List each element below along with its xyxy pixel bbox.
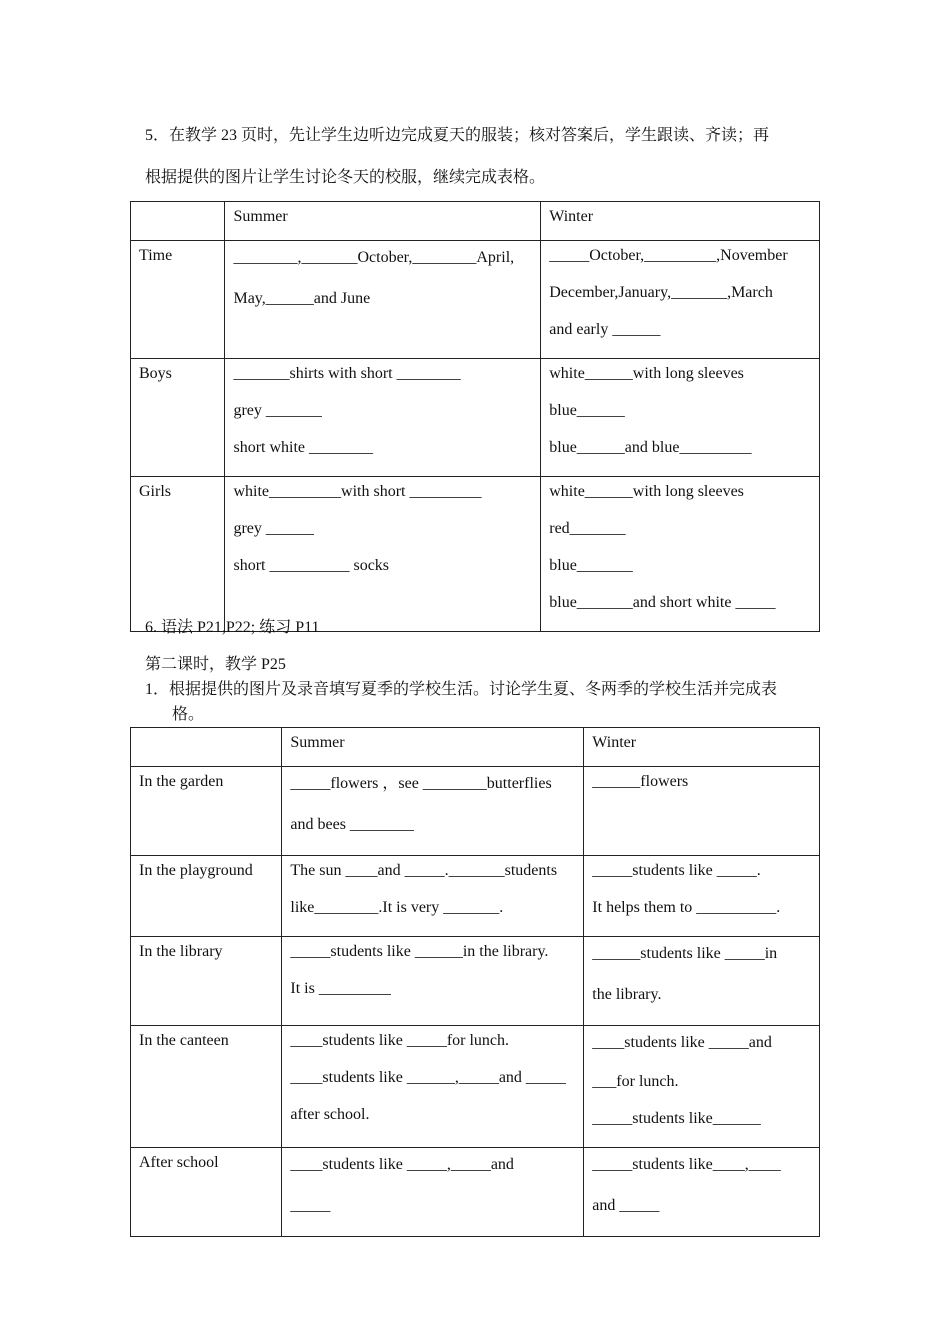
cell-line: blue______ (549, 402, 625, 419)
table-row (131, 937, 820, 1026)
table-row (131, 767, 820, 856)
lesson2-item1-line1: 1．根据提供的图片及录音填写夏季的学校生活。讨论学生夏、冬两季的学校生活并完成表 (145, 681, 778, 698)
cell-line: December,January,_______,March (549, 284, 773, 301)
cell-line: white______with long sleeves (549, 483, 744, 500)
lesson2-title: 第二课时，教学 P25 (145, 656, 286, 673)
winter-cell (541, 241, 820, 359)
row-label: After school (131, 1148, 282, 1237)
table-row (131, 477, 820, 632)
summer-cell (282, 1148, 584, 1237)
table-row (131, 241, 820, 359)
table-row (131, 1026, 820, 1148)
cell-line: like________.It is very _______. (290, 899, 504, 916)
cell-line: _____students like______ (592, 1110, 761, 1127)
row-label: Time (131, 241, 225, 359)
cell-line: ______flowers (592, 773, 689, 790)
header-cell-summer: Summer (225, 202, 541, 241)
cell-line: _____flowers ，see ________butterflies (290, 775, 552, 792)
section5-line1: 5．在教学 23 页时，先让学生边听边完成夏天的服装；核对答案后，学生跟读、齐读；再 (145, 127, 770, 144)
cell-line: It helps them to __________. (592, 899, 781, 916)
table-row (131, 359, 820, 477)
cell-line: ________,_______October,________April, (233, 249, 515, 266)
row-label: Boys (131, 359, 225, 477)
cell-line: ____students like _____for lunch. (290, 1032, 510, 1049)
cell-line: _______shirts with short ________ (233, 365, 461, 382)
cell-line: grey ______ (233, 520, 314, 537)
winter-cell (541, 359, 820, 477)
school-life-table (130, 727, 820, 1237)
table-header-row (131, 202, 820, 241)
header-cell-winter: Winter (584, 728, 820, 767)
row-label: In the garden (131, 767, 282, 856)
cell-line: ___for lunch. (592, 1073, 679, 1090)
summer-cell (282, 1026, 584, 1148)
lesson2-item1-line2: 格。 (172, 706, 205, 723)
cell-line: ______students like _____in (592, 945, 778, 962)
row-label: In the library (131, 937, 282, 1026)
row-label: In the canteen (131, 1026, 282, 1148)
cell-line: white_________with short _________ (233, 483, 482, 500)
row-label: Girls (131, 477, 225, 632)
cell-line: blue_______ (549, 557, 633, 574)
cell-line: _____students like ______in the library. (290, 943, 549, 960)
summer-cell (282, 937, 584, 1026)
header-cell-winter: Winter (541, 202, 820, 241)
summer-cell (282, 856, 584, 937)
clothing-table (130, 201, 820, 632)
winter-cell (541, 477, 820, 632)
cell-line: and early ______ (549, 321, 661, 338)
cell-line: _____October,_________,November (549, 247, 788, 264)
row-label: In the playground (131, 856, 282, 937)
cell-line: and bees ________ (290, 816, 414, 833)
header-cell-empty (131, 202, 225, 241)
cell-line: red_______ (549, 520, 626, 537)
cell-line: The sun ____and _____._______students (290, 862, 558, 879)
cell-line: grey _______ (233, 402, 322, 419)
cell-line: the library. (592, 986, 662, 1003)
table-row (131, 1148, 820, 1237)
cell-line: _____students like _____. (592, 862, 761, 879)
table-header-row (131, 728, 820, 767)
table-row (131, 856, 820, 937)
winter-cell (584, 767, 820, 856)
section5-line2: 根据提供的图片让学生讨论冬天的校服，继续完成表格。 (145, 169, 546, 186)
header-cell-summer: Summer (282, 728, 584, 767)
cell-line: short __________ socks (233, 557, 390, 574)
summer-cell (225, 359, 541, 477)
cell-line: May,______and June (233, 290, 371, 307)
winter-cell (584, 856, 820, 937)
cell-line: and _____ (592, 1197, 660, 1214)
header-cell-empty (131, 728, 282, 767)
summer-cell (282, 767, 584, 856)
winter-cell (584, 1026, 820, 1148)
cell-line: blue_______and short white _____ (549, 594, 776, 611)
cell-line: white______with long sleeves (549, 365, 744, 382)
summer-cell (225, 241, 541, 359)
winter-cell (584, 1148, 820, 1237)
cell-line: short white ________ (233, 439, 374, 456)
cell-line: after school. (290, 1106, 370, 1123)
cell-line: _____ (290, 1197, 331, 1214)
cell-line: ____students like ______,_____and _____ (290, 1069, 566, 1086)
summer-cell (225, 477, 541, 632)
cell-line: blue______and blue_________ (549, 439, 752, 456)
cell-line: ____students like _____,_____and (290, 1156, 514, 1173)
winter-cell (584, 937, 820, 1026)
cell-line: _____students like____,____ (592, 1156, 781, 1173)
cell-line: ____students like _____and (592, 1034, 772, 1051)
cell-line: It is _________ (290, 980, 391, 997)
section6-text: 6. 语法 P21,P22; 练习 P11 (145, 619, 320, 636)
